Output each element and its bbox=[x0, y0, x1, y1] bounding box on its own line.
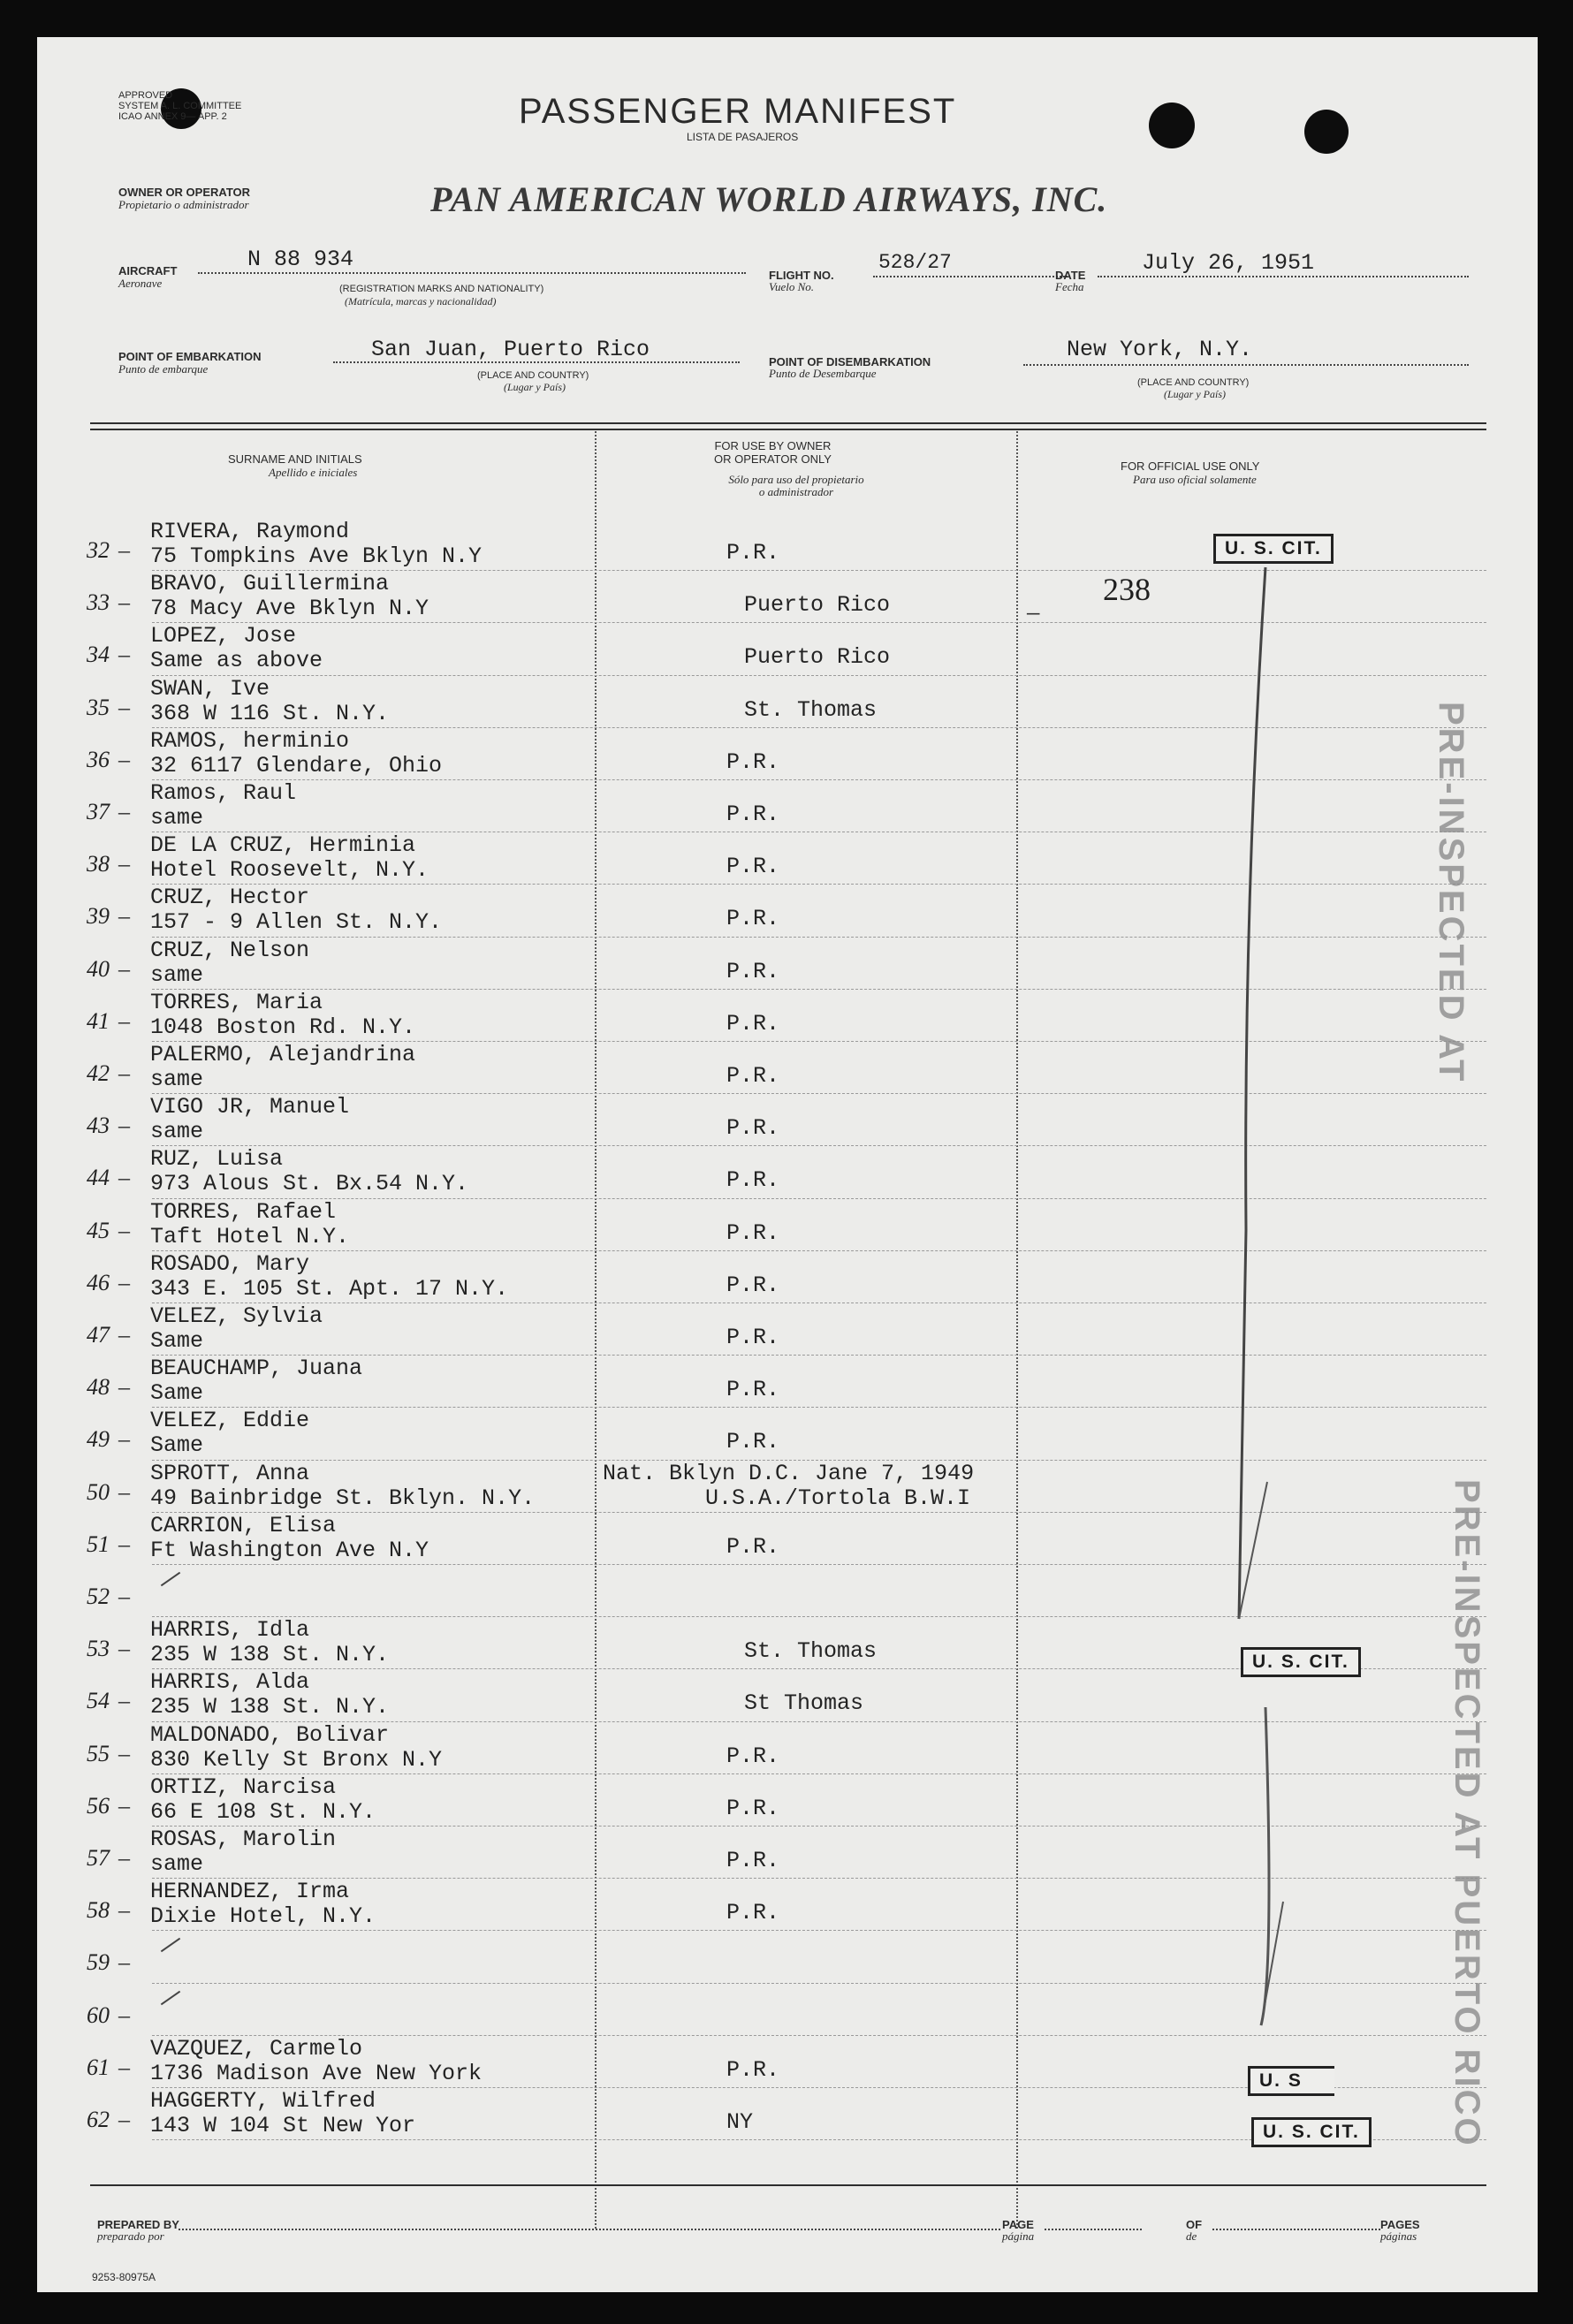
page-title-es: LISTA DE PASAJEROS bbox=[687, 131, 799, 143]
us-citizen-stamp: U. S. CIT. bbox=[1251, 2117, 1372, 2147]
passenger-name: MALDONADO, Bolivar bbox=[150, 1721, 390, 1748]
passenger-address: 973 Alous St. Bx.54 N.Y. bbox=[150, 1171, 469, 1197]
passenger-address: same bbox=[150, 1067, 204, 1092]
operator-note: P.R. bbox=[726, 958, 780, 984]
passenger-address: Same bbox=[150, 1328, 204, 1354]
row-number: 42 bbox=[87, 1060, 110, 1086]
row-number: 62 bbox=[87, 2107, 110, 2132]
row-dash: – bbox=[118, 1740, 130, 1766]
column-header-official: FOR OFFICIAL USE ONLY bbox=[1121, 459, 1260, 473]
column-header-surname: SURNAME AND INITIALS bbox=[228, 452, 362, 466]
row-dash: – bbox=[118, 642, 130, 668]
passenger-row bbox=[37, 885, 1538, 938]
row-dash: – bbox=[118, 1584, 130, 1609]
passenger-address: Dixie Hotel, N.Y. bbox=[150, 1903, 376, 1930]
row-dash: – bbox=[118, 694, 130, 720]
passenger-address: 66 E 108 St. N.Y. bbox=[150, 1798, 376, 1825]
operator-note: Puerto Rico bbox=[744, 592, 891, 619]
passenger-name: BRAVO, Guillermina bbox=[150, 571, 390, 597]
row-dash: – bbox=[118, 1949, 130, 1976]
row-dash: – bbox=[118, 2001, 130, 2028]
passenger-row bbox=[37, 938, 1538, 991]
row-dash: – bbox=[118, 1374, 130, 1401]
passenger-row bbox=[37, 1095, 1538, 1147]
column-header-official-es: Para uso oficial solamente bbox=[1133, 473, 1257, 486]
row-number: 36 bbox=[87, 746, 110, 772]
row-number: 33 bbox=[87, 589, 110, 616]
row-dash: – bbox=[118, 1426, 130, 1453]
passenger-address: 343 E. 105 St. Apt. 17 N.Y. bbox=[150, 1275, 509, 1302]
passenger-row bbox=[37, 991, 1538, 1043]
passenger-row bbox=[37, 624, 1538, 676]
column-header-surname-es: Apellido e iniciales bbox=[269, 466, 358, 479]
operator-note: Puerto Rico bbox=[744, 644, 891, 671]
row-dash: – bbox=[118, 1060, 130, 1086]
registration-label-es: (Matrícula, marcas y nacionalidad) bbox=[345, 295, 497, 308]
form-number: 9253-80975A bbox=[92, 2271, 156, 2283]
passenger-row bbox=[37, 1775, 1538, 1827]
passenger-name: ROSAS, Marolin bbox=[150, 1827, 337, 1852]
passenger-address: 78 Macy Ave Bklyn N.Y bbox=[150, 596, 429, 622]
row-dash: – bbox=[118, 1688, 130, 1714]
row-number: 40 bbox=[87, 955, 110, 982]
operator-note: P.R. bbox=[726, 854, 780, 880]
operator-note: P.R. bbox=[726, 1795, 780, 1821]
place-label: (PLACE AND COUNTRY) bbox=[477, 370, 589, 381]
row-number: 57 bbox=[87, 1845, 110, 1871]
operator-note: P.R. bbox=[726, 748, 780, 775]
operator-note: P.R. bbox=[726, 1325, 780, 1350]
passenger-row bbox=[37, 1200, 1538, 1252]
passenger-row bbox=[37, 1043, 1538, 1095]
operator-note: P.R. bbox=[726, 1377, 780, 1403]
flight-no-label: FLIGHT NO. bbox=[769, 269, 834, 282]
operator-note: P.R. bbox=[726, 1219, 780, 1246]
passenger-row bbox=[37, 572, 1538, 624]
date-value: July 26, 1951 bbox=[1142, 250, 1315, 276]
operator-note: P.R. bbox=[726, 2056, 780, 2083]
pre-inspected-stamp: PRE-INSPECTED AT bbox=[1432, 702, 1470, 1084]
row-dash: – bbox=[118, 746, 130, 772]
prepared-by-label-es: preparado por bbox=[97, 2229, 164, 2243]
aircraft-label: AIRCRAFT bbox=[118, 264, 178, 277]
disembarkation-value: New York, N.Y. bbox=[1067, 337, 1253, 362]
row-dash: – bbox=[118, 1478, 130, 1505]
row-number: 46 bbox=[87, 1269, 110, 1295]
operator-note: P.R. bbox=[726, 1900, 780, 1926]
page-label: PAGE bbox=[1002, 2218, 1034, 2231]
passenger-name: LOPEZ, Jose bbox=[150, 623, 297, 649]
passenger-address: Ft Washington Ave N.Y bbox=[150, 1537, 429, 1563]
row-dash: – bbox=[118, 2054, 130, 2080]
row-number: 43 bbox=[87, 1113, 110, 1139]
passenger-address: Same bbox=[150, 1432, 204, 1459]
passenger-row bbox=[37, 1880, 1538, 1932]
embarkation-value: San Juan, Puerto Rico bbox=[371, 337, 650, 362]
row-number: 34 bbox=[87, 642, 110, 668]
passenger-address: same bbox=[150, 961, 204, 988]
passenger-row bbox=[37, 1409, 1538, 1461]
pre-inspected-stamp: PRE-INSPECTED AT PUERTO RICO bbox=[1448, 1479, 1486, 2148]
owner-label: OWNER OR OPERATOR bbox=[118, 186, 251, 199]
passenger-address: 1048 Boston Rd. N.Y. bbox=[150, 1014, 416, 1040]
passenger-address: Same bbox=[150, 1380, 204, 1407]
operator-note: P.R. bbox=[726, 1063, 780, 1089]
passenger-row bbox=[37, 1462, 1538, 1514]
passenger-name: TORRES, Rafael bbox=[150, 1198, 337, 1225]
passenger-name: CRUZ, Hector bbox=[150, 885, 310, 911]
passenger-name: CARRION, Elisa bbox=[150, 1512, 337, 1538]
row-dash: – bbox=[118, 2107, 130, 2132]
passenger-address: 49 Bainbridge St. Bklyn. N.Y. bbox=[150, 1485, 536, 1511]
passenger-name: Ramos, Raul bbox=[150, 780, 297, 806]
passenger-name: HARRIS, Alda bbox=[150, 1669, 310, 1696]
passenger-name: RIVERA, Raymond bbox=[150, 519, 350, 544]
dash-mark: — bbox=[1027, 603, 1040, 627]
passenger-address: same bbox=[150, 1119, 204, 1145]
row-number: 38 bbox=[87, 851, 110, 877]
operator-note: NY bbox=[726, 2109, 754, 2135]
place-label-es: (Lugar y País) bbox=[1164, 388, 1226, 400]
row-dash: – bbox=[118, 1897, 130, 1924]
operator-note: P.R. bbox=[726, 1272, 780, 1298]
passenger-row bbox=[37, 1356, 1538, 1409]
disembarkation-label-es: Punto de Desembarque bbox=[769, 367, 877, 380]
row-number: 37 bbox=[87, 799, 110, 824]
row-number: 54 bbox=[87, 1688, 110, 1714]
operator-note: St. Thomas bbox=[744, 1638, 878, 1665]
passenger-row bbox=[37, 729, 1538, 781]
operator-note: P.R. bbox=[726, 1533, 780, 1560]
passenger-address: 1736 Madison Ave New York bbox=[150, 2060, 483, 2086]
row-number: 49 bbox=[87, 1426, 110, 1453]
passenger-list bbox=[37, 37, 1538, 2292]
passenger-row bbox=[37, 1304, 1538, 1356]
aircraft-value: N 88 934 bbox=[247, 247, 354, 272]
row-number: 45 bbox=[87, 1217, 110, 1243]
page-label-es: página bbox=[1002, 2229, 1035, 2243]
row-number: 50 bbox=[87, 1478, 110, 1505]
passenger-row bbox=[37, 781, 1538, 833]
row-dash: – bbox=[118, 589, 130, 616]
row-number: 41 bbox=[87, 1007, 110, 1034]
row-number: 52 bbox=[87, 1584, 110, 1609]
row-dash: – bbox=[118, 799, 130, 824]
row-dash: – bbox=[118, 1165, 130, 1191]
row-dash: – bbox=[118, 1845, 130, 1871]
row-dash: – bbox=[118, 903, 130, 930]
passenger-address: 235 W 138 St. N.Y. bbox=[150, 1642, 390, 1668]
row-dash: – bbox=[118, 955, 130, 982]
embarkation-label-es: Punto de embarque bbox=[118, 362, 209, 376]
passenger-name: HARRIS, Idla bbox=[150, 1617, 310, 1644]
passenger-row bbox=[37, 1932, 1538, 1984]
passenger-row bbox=[37, 833, 1538, 885]
row-number: 55 bbox=[87, 1740, 110, 1766]
operator-name: PAN AMERICAN WORLD AIRWAYS, INC. bbox=[430, 179, 1108, 219]
passenger-address: 75 Tompkins Ave Bklyn N.Y bbox=[150, 543, 483, 569]
blank-line-mark bbox=[161, 1572, 180, 1587]
row-number: 39 bbox=[87, 903, 110, 930]
approval-line: APPROVED bbox=[118, 90, 173, 101]
row-number: 56 bbox=[87, 1792, 110, 1819]
operator-note: P.R. bbox=[726, 1167, 780, 1194]
operator-note: P.R. bbox=[726, 906, 780, 932]
blank-line-mark bbox=[161, 1990, 180, 2005]
passenger-name: VAZQUEZ, Carmelo bbox=[150, 2035, 363, 2062]
row-dash: – bbox=[118, 1792, 130, 1819]
pages-label-es: páginas bbox=[1380, 2229, 1417, 2243]
operator-note: U.S.A./Tortola B.W.I bbox=[705, 1485, 971, 1511]
row-dash: – bbox=[118, 1007, 130, 1034]
approval-line: ICAO ANNEX 9— APP. 2 bbox=[118, 111, 227, 122]
row-dash: – bbox=[118, 1217, 130, 1243]
passenger-address: 157 - 9 Allen St. N.Y. bbox=[150, 909, 443, 936]
operator-note: Nat. Bklyn D.C. Jane 7, 1949 bbox=[603, 1460, 975, 1486]
aircraft-label-es: Aeronave bbox=[118, 277, 163, 290]
row-number: 47 bbox=[87, 1322, 110, 1348]
row-dash: – bbox=[118, 537, 130, 563]
column-header-operator-es-line: Sólo para uso del propietario bbox=[728, 473, 864, 486]
row-number: 61 bbox=[87, 2054, 110, 2080]
of-label: OF bbox=[1186, 2218, 1203, 2231]
date-label: DATE bbox=[1055, 269, 1086, 282]
registration-label: (REGISTRATION MARKS AND NATIONALITY) bbox=[339, 284, 544, 294]
operator-note: St Thomas bbox=[744, 1690, 864, 1717]
passenger-name: PALERMO, Alejandrina bbox=[150, 1042, 416, 1067]
passenger-address: 235 W 138 St. N.Y. bbox=[150, 1694, 390, 1720]
passenger-name: RAMOS, herminio bbox=[150, 727, 350, 754]
passenger-address: Same as above bbox=[150, 648, 323, 674]
column-header-operator-line: OR OPERATOR ONLY bbox=[714, 452, 832, 466]
pages-label: PAGES bbox=[1380, 2218, 1420, 2231]
passenger-address: Taft Hotel N.Y. bbox=[150, 1223, 350, 1249]
row-dash: – bbox=[118, 1636, 130, 1662]
official-count: 238 bbox=[1103, 572, 1151, 607]
row-number: 51 bbox=[87, 1530, 110, 1557]
manifest-sheet bbox=[37, 37, 1538, 2292]
operator-note: P.R. bbox=[726, 540, 780, 566]
passenger-name: TORRES, Maria bbox=[150, 989, 323, 1015]
operator-note: P.R. bbox=[726, 1429, 780, 1455]
passenger-row bbox=[37, 1147, 1538, 1199]
row-number: 59 bbox=[87, 1949, 110, 1976]
operator-note: P.R. bbox=[726, 1010, 780, 1037]
passenger-address: 830 Kelly St Bronx N.Y bbox=[150, 1746, 443, 1773]
prepared-by-label: PREPARED BY bbox=[97, 2218, 179, 2231]
row-number: 53 bbox=[87, 1636, 110, 1662]
passenger-row bbox=[37, 1985, 1538, 2037]
passenger-address: same bbox=[150, 805, 204, 831]
passenger-row bbox=[37, 1566, 1538, 1618]
row-dash: – bbox=[118, 851, 130, 877]
row-number: 48 bbox=[87, 1374, 110, 1401]
row-dash: – bbox=[118, 1113, 130, 1139]
blank-line-mark bbox=[161, 1938, 180, 1953]
row-number: 44 bbox=[87, 1165, 110, 1191]
passenger-row bbox=[37, 677, 1538, 729]
passenger-row bbox=[37, 1670, 1538, 1722]
passenger-name: CRUZ, Nelson bbox=[150, 937, 310, 963]
approval-line: SYSTEM A. L. COMMITTEE bbox=[118, 101, 242, 111]
passenger-address: same bbox=[150, 1851, 204, 1877]
column-header-operator-es-line: o administrador bbox=[758, 485, 834, 498]
passenger-name: ROSADO, Mary bbox=[150, 1250, 310, 1277]
passenger-name: BEAUCHAMP, Juana bbox=[150, 1356, 363, 1382]
column-header-operator-line: FOR USE BY OWNER bbox=[714, 439, 832, 452]
passenger-row bbox=[37, 1514, 1538, 1566]
of-label-es: de bbox=[1186, 2229, 1197, 2243]
row-dash: – bbox=[118, 1269, 130, 1295]
embarkation-label: POINT OF EMBARKATION bbox=[118, 350, 262, 363]
passenger-address: Hotel Roosevelt, N.Y. bbox=[150, 857, 429, 884]
passenger-name: VELEZ, Sylvia bbox=[150, 1303, 323, 1329]
operator-note: P.R. bbox=[726, 1115, 780, 1142]
passenger-row bbox=[37, 1252, 1538, 1304]
passenger-name: DE LA CRUZ, Herminia bbox=[150, 832, 416, 859]
passenger-name: HAGGERTY, Wilfred bbox=[150, 2088, 376, 2114]
row-number: 32 bbox=[87, 537, 110, 563]
passenger-name: VIGO JR, Manuel bbox=[150, 1094, 350, 1120]
flight-no-label-es: Vuelo No. bbox=[769, 280, 815, 293]
us-citizen-stamp: U. S. CIT. bbox=[1213, 534, 1334, 564]
passenger-row bbox=[37, 1827, 1538, 1880]
operator-note: St. Thomas bbox=[744, 696, 878, 723]
operator-note: P.R. bbox=[726, 1848, 780, 1873]
us-citizen-stamp: U. S. CIT. bbox=[1241, 1647, 1361, 1677]
passenger-name: HERNANDEZ, Irma bbox=[150, 1879, 350, 1905]
passenger-name: RUZ, Luisa bbox=[150, 1146, 284, 1173]
row-dash: – bbox=[118, 1322, 130, 1348]
operator-note: P.R. bbox=[726, 1743, 780, 1769]
page-title: PASSENGER MANIFEST bbox=[519, 92, 957, 131]
passenger-name: VELEZ, Eddie bbox=[150, 1408, 310, 1434]
flight-no-value: 528/27 bbox=[878, 251, 952, 274]
us-citizen-stamp: U. S bbox=[1248, 2066, 1334, 2096]
date-label-es: Fecha bbox=[1055, 280, 1084, 293]
passenger-name: SPROTT, Anna bbox=[150, 1460, 310, 1486]
row-number: 58 bbox=[87, 1897, 110, 1924]
official-bracket-marks bbox=[1212, 558, 1301, 2078]
passenger-address: 143 W 104 St New Yor bbox=[150, 2113, 416, 2138]
passenger-name: SWAN, Ive bbox=[150, 675, 270, 702]
passenger-address: 368 W 116 St. N.Y. bbox=[150, 700, 390, 726]
row-number: 60 bbox=[87, 2001, 110, 2028]
owner-label-es: Propietario o administrador bbox=[118, 198, 249, 211]
passenger-name: ORTIZ, Narcisa bbox=[150, 1773, 337, 1800]
disembarkation-label: POINT OF DISEMBARKATION bbox=[769, 355, 931, 368]
row-dash: – bbox=[118, 1530, 130, 1557]
place-label-es: (Lugar y País) bbox=[504, 381, 566, 393]
place-label: (PLACE AND COUNTRY) bbox=[1137, 377, 1250, 388]
passenger-row bbox=[37, 1723, 1538, 1775]
row-number: 35 bbox=[87, 694, 110, 720]
operator-note: P.R. bbox=[726, 801, 780, 827]
passenger-address: 32 6117 Glendare, Ohio bbox=[150, 752, 443, 778]
